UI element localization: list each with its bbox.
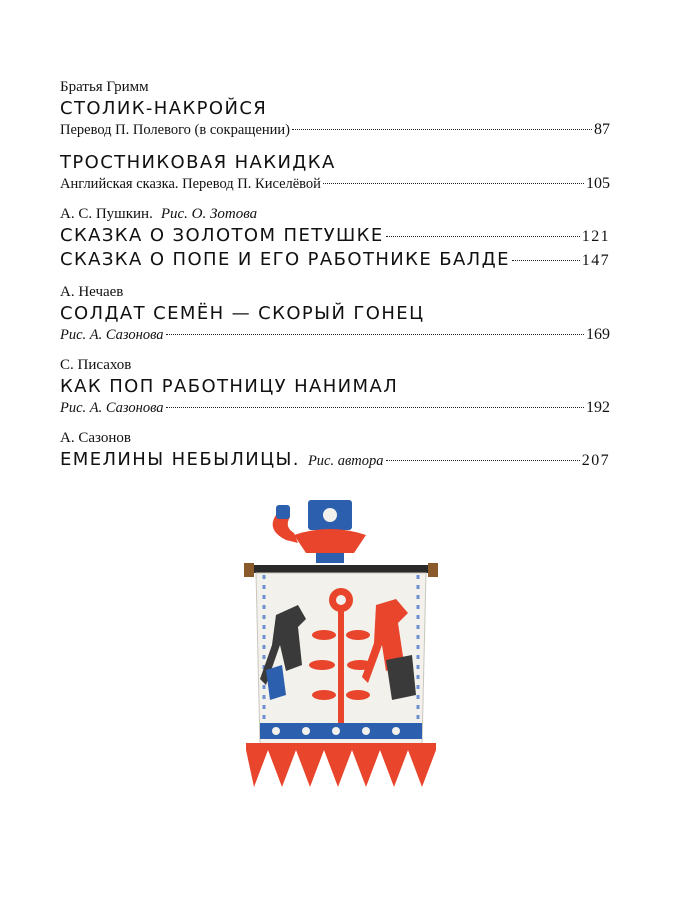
toc-entry[interactable] <box>60 398 610 418</box>
rod-end-right <box>428 563 438 577</box>
leaf <box>346 630 370 640</box>
band-dot <box>302 727 310 735</box>
band-dot <box>272 727 280 735</box>
author: А. Сазонов <box>60 430 131 446</box>
story-title: КАК ПОП РАБОТНИЦУ НАНИМАЛ <box>60 376 399 397</box>
leaf <box>309 660 335 670</box>
band-dot <box>392 727 400 735</box>
author: С. Писахов <box>60 357 132 373</box>
neck <box>316 553 344 563</box>
page-number: 105 <box>586 175 610 192</box>
toc-entry[interactable] <box>60 174 610 194</box>
toc-entry[interactable] <box>60 248 610 272</box>
toc-block-pisakhov <box>60 356 610 418</box>
table-of-contents <box>60 78 610 483</box>
dot-leader <box>166 334 584 335</box>
leaf <box>346 690 370 700</box>
folk-embroidered-towel-illustration-icon <box>236 495 446 795</box>
band-dot <box>332 727 340 735</box>
toc-block-english <box>60 151 610 194</box>
toc-block-pushkin <box>60 205 610 272</box>
spout <box>273 515 298 543</box>
story-title: СТОЛИК-НАКРОЙСЯ <box>60 98 268 119</box>
leaf <box>312 630 336 640</box>
tree-stem <box>338 605 344 725</box>
illustrator: Рис. А. Сазонова <box>60 400 164 416</box>
story-title: СКАЗКА О ЗОЛОТОМ ПЕТУШКЕ <box>60 225 384 246</box>
page-number: 87 <box>594 121 610 138</box>
page-number: 192 <box>586 399 610 416</box>
toc-block-grimm <box>60 78 610 140</box>
page-number: 207 <box>581 452 610 469</box>
dot-leader <box>386 460 580 461</box>
spout-cap <box>276 505 290 519</box>
band-dot <box>362 727 370 735</box>
dot-leader <box>292 129 592 130</box>
dot-leader <box>512 260 580 261</box>
author-line <box>60 205 610 224</box>
dot-leader <box>386 236 580 237</box>
dot-leader <box>323 183 584 184</box>
illustrator: Рис. А. Сазонова <box>60 327 164 343</box>
story-title: СКАЗКА О ПОПЕ И ЕГО РАБОТНИКЕ БАЛДЕ <box>60 249 510 270</box>
translation-note: Английская сказка. Перевод П. Киселёвой <box>60 176 321 192</box>
toc-entry[interactable] <box>60 325 610 345</box>
toc-block-sazonov <box>60 429 610 472</box>
page-number: 169 <box>586 326 610 343</box>
toc-entry[interactable] <box>60 120 610 140</box>
toc-entry[interactable] <box>60 224 610 248</box>
flower-center <box>336 595 346 605</box>
illustrator: Рис. автора <box>307 453 384 469</box>
translation-note: Перевод П. Полевого (в сокращении) <box>60 122 290 138</box>
rod-end-left <box>244 563 254 577</box>
top-box-dot <box>323 508 337 522</box>
toc-block-nechaev <box>60 283 610 345</box>
author: А. С. Пушкин. <box>60 206 153 222</box>
triangle-fringe <box>246 743 436 787</box>
toc-entry[interactable] <box>60 448 610 472</box>
story-title: СОЛДАТ СЕМЁН — СКОРЫЙ ГОНЕЦ <box>60 303 425 324</box>
bowl <box>294 529 366 553</box>
story-title: ЕМЕЛИНЫ НЕБЫЛИЦЫ. <box>60 449 300 470</box>
rod <box>250 565 432 573</box>
illustrator: Рис. О. Зотова <box>160 206 258 222</box>
page-number: 147 <box>581 252 610 269</box>
story-title: ТРОСТНИКОВАЯ НАКИДКА <box>60 152 336 173</box>
author: А. Нечаев <box>60 284 124 300</box>
page-number: 121 <box>581 228 610 245</box>
author: Братья Гримм <box>60 79 149 95</box>
dot-leader <box>166 407 584 408</box>
leaf <box>312 690 336 700</box>
